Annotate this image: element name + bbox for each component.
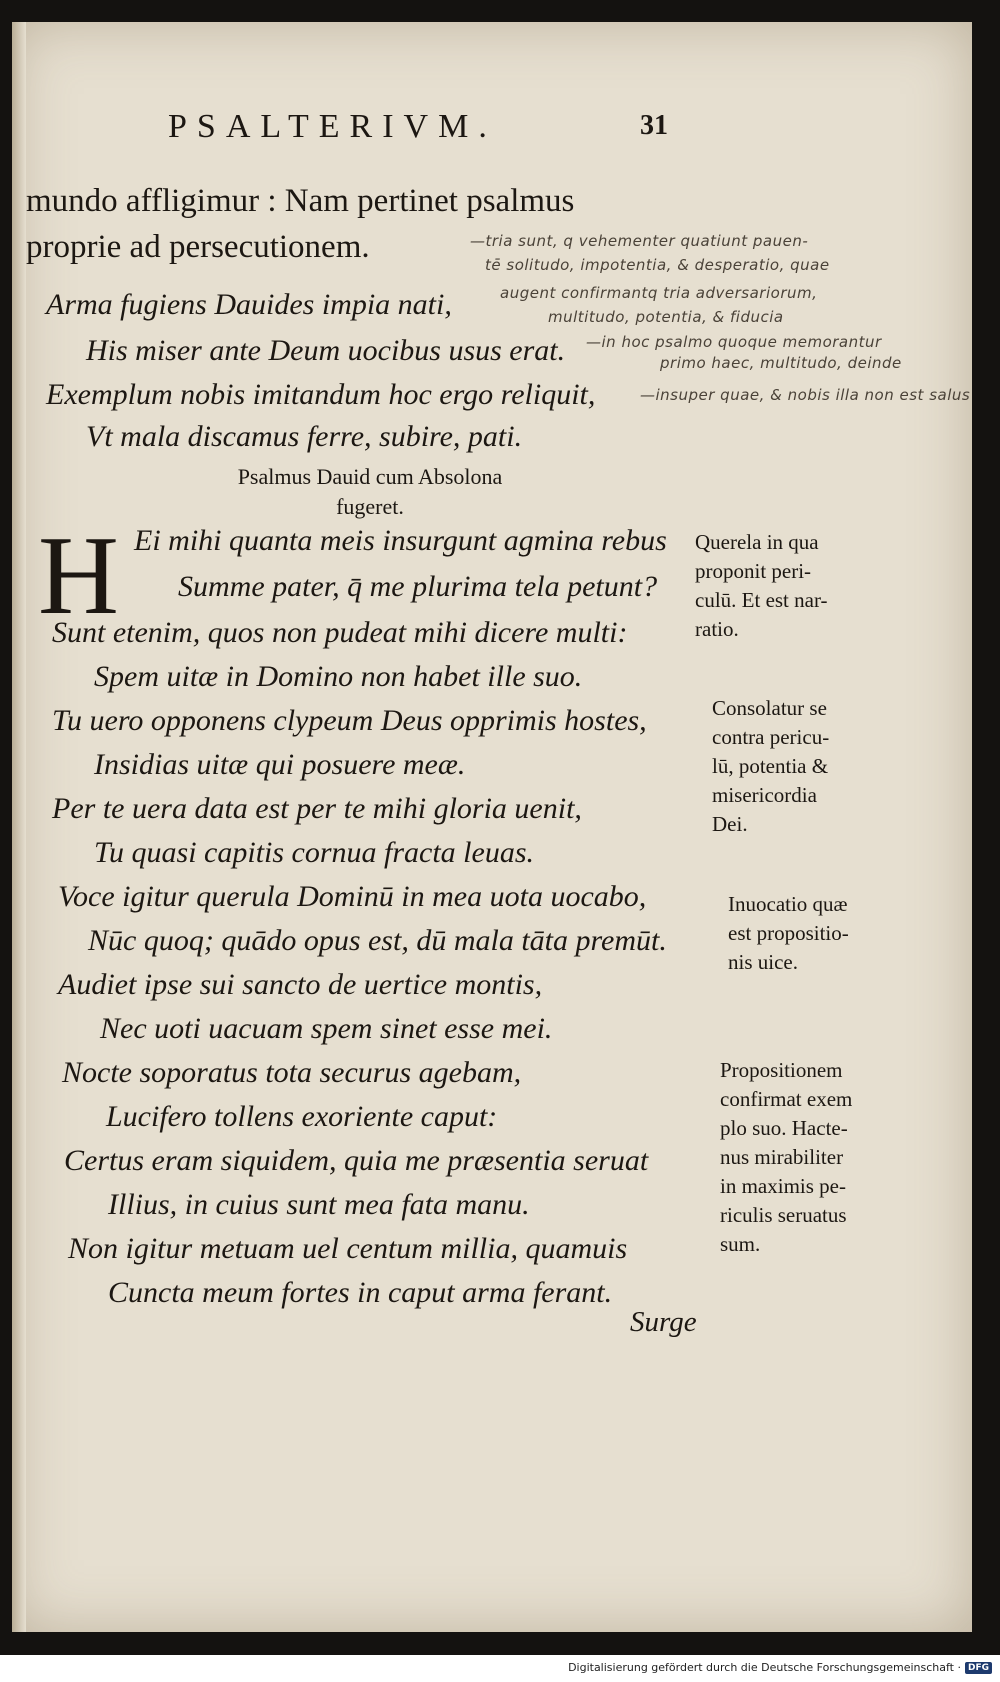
psalm-line: Tu quasi capitis cornua fracta leuas. bbox=[94, 836, 535, 869]
psalm-line: Voce igitur querula Dominū in mea uota uocabo, bbox=[58, 880, 647, 913]
psalm-line: Nocte soporatus tota securus agebam, bbox=[62, 1056, 522, 1089]
psalm-line: Nec uoti uacuam spem sinet esse mei. bbox=[100, 1012, 553, 1045]
marginal-annotation: augent confirmantq tria adversariorum, bbox=[500, 284, 818, 302]
digitization-footer bbox=[568, 1661, 992, 1674]
psalm-line: Nūc quoq; quādo opus est, dū mala tāta premūt. bbox=[88, 924, 667, 957]
marginal-annotation: —insuper quae, & nobis illa non est salus bbox=[640, 386, 971, 404]
catchword: Surge bbox=[630, 1306, 697, 1338]
side-note-consolatio: Consolatur se contra pericu- lū, potentia & misericordia Dei. bbox=[712, 696, 830, 836]
side-note-querela: Querela in qua proponit peri- culū. Et est nar- ratio. bbox=[695, 530, 828, 641]
intro-line: proprie ad persecutionem. bbox=[26, 229, 370, 265]
epigram-line: Exemplum nobis imitandum hoc ergo reliquit, bbox=[46, 378, 596, 411]
folio-number: 31 bbox=[640, 110, 668, 141]
psalm-line: Lucifero tollens exoriente caput: bbox=[106, 1100, 498, 1133]
psalm-line: Per te uera data est per te mihi gloria uenit, bbox=[52, 792, 582, 825]
marginal-annotation: tē solitudo, impotentia, & desperatio, quae bbox=[485, 256, 830, 274]
side-note-propositio: Propositionem confirmat exem plo suo. Hacte- nus mirabiliter in maximis pe- riculis seruatus sum. bbox=[720, 1058, 853, 1256]
psalm-line: Cuncta meum fortes in caput arma ferant. bbox=[108, 1276, 613, 1309]
epigram-line: His miser ante Deum uocibus usus erat. bbox=[86, 334, 566, 367]
running-head: PSALTERIVM. bbox=[168, 108, 497, 145]
epigram-line: Vt mala discamus ferre, subire, pati. bbox=[86, 420, 523, 453]
psalm-line: Insidias uitæ qui posuere meæ. bbox=[94, 748, 466, 781]
intro-line: mundo affligimur : Nam pertinet psalmus bbox=[26, 183, 575, 219]
psalm-line: Non igitur metuam uel centum millia, quamuis bbox=[68, 1232, 628, 1265]
marginal-annotation: —tria sunt, q vehementer quatiunt pauen- bbox=[470, 232, 809, 250]
footer-credit-text: Digitalisierung gefördert durch die Deutsche Forschungsgemeinschaft · bbox=[568, 1661, 961, 1674]
dfg-logo: DFG bbox=[965, 1662, 992, 1674]
side-note-inuocatio: Inuocatio quæ est propositio- nis uice. bbox=[728, 892, 849, 974]
psalm-line: Tu uero opponens clypeum Deus opprimis hostes, bbox=[52, 704, 647, 737]
epigram-line: Arma fugiens Dauides impia nati, bbox=[46, 288, 452, 321]
psalm-line: Illius, in cuius sunt mea fata manu. bbox=[108, 1188, 530, 1221]
psalm-caption: fugeret. bbox=[336, 494, 404, 519]
drop-cap-initial: H bbox=[38, 514, 119, 638]
psalm-line: Ei mihi quanta meis insurgunt agmina rebus bbox=[134, 524, 667, 557]
psalm-line: Sunt etenim, quos non pudeat mihi dicere multi: bbox=[52, 616, 628, 649]
marginal-annotation: multitudo, potentia, & fiducia bbox=[548, 308, 784, 326]
page-gutter bbox=[12, 22, 26, 1632]
psalm-line: Spem uitæ in Domino non habet ille suo. bbox=[94, 660, 583, 693]
psalm-line: Summe pater, q̄ me plurima tela petunt? bbox=[178, 570, 658, 603]
psalm-line: Certus eram siquidem, quia me præsentia seruat bbox=[64, 1144, 649, 1177]
psalm-caption: Psalmus Dauid cum Absolona bbox=[237, 464, 503, 489]
marginal-annotation: primo haec, multitudo, deinde bbox=[660, 354, 902, 372]
marginal-annotation: —in hoc psalmo quoque memorantur bbox=[586, 333, 882, 351]
psalm-line: Audiet ipse sui sancto de uertice montis, bbox=[58, 968, 543, 1001]
